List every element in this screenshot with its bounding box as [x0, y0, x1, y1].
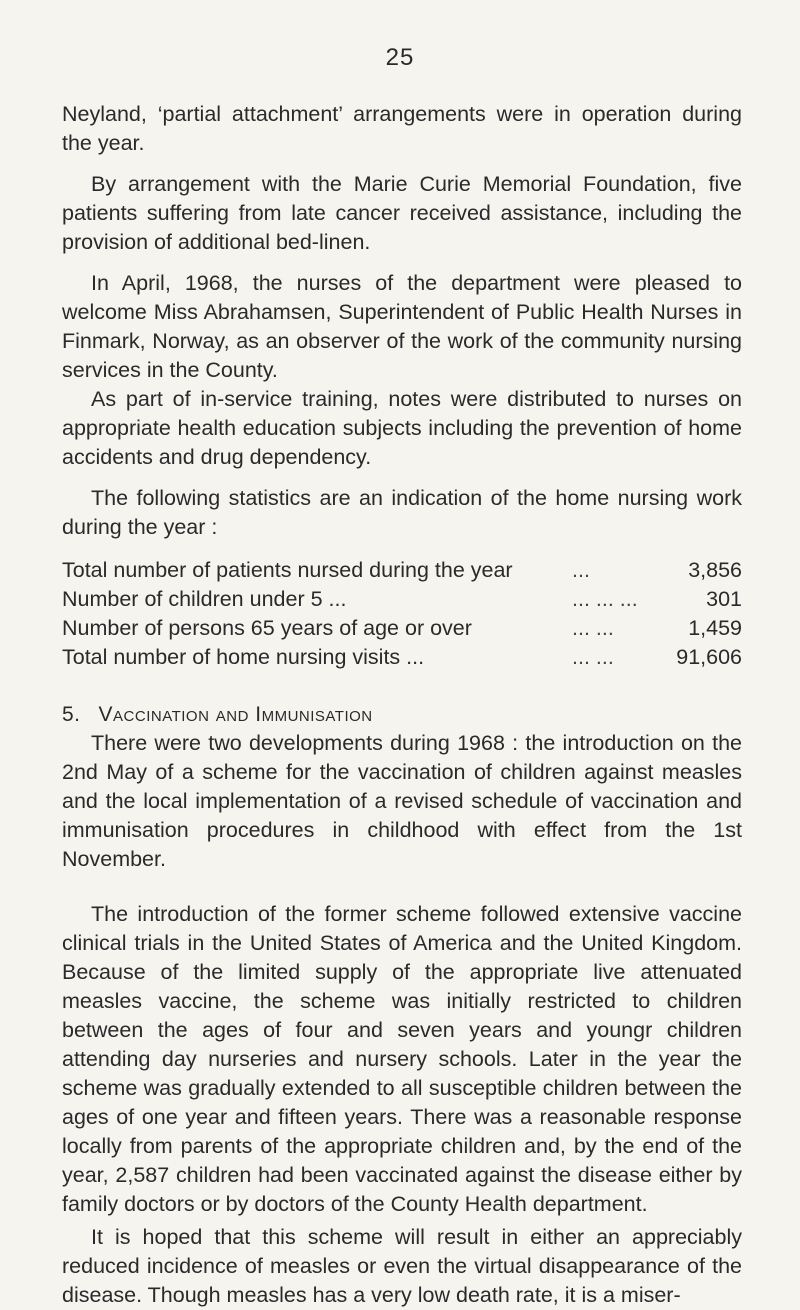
paragraph-hoped-result: It is hoped that this scheme will result in either an appreciably reduced incidence of measles or even the virtual disappearance of the disease. Though measles has a very low death rate, it is a miser-: [62, 1225, 742, 1307]
statistic-value: 3,856: [688, 558, 742, 582]
statistic-value: 91,606: [676, 645, 742, 669]
section-number: 5.: [62, 703, 81, 726]
paragraph-scheme-introduction: The introduction of the former scheme followed extensive vaccine clinical trials in the United States of America and the United Kingdom. Because of the limited supply of the appropriate live attenuated measles vaccine, the scheme was initially restricted to children between the ages of four and seven years and youngr children attending day nurseries and nursery schools. Later in the year the scheme was gradually extended to all susceptible children between the ages of one year and fifteen years. There was a reasonable response locally from parents of the appropriate children and, by the end of the year, 2,587 children had been vaccinated against the disease either by family doctors or by doctors of the County Health department.: [62, 902, 742, 1216]
page-body: [62, 100, 742, 1310]
statistic-label: Total number of home nursing visits ...: [62, 645, 425, 669]
paragraph-abrahamsen: In April, 1968, the nurses of the department were pleased to welcome Miss Abrahamsen, Superintendent of Public Health Nurses in Finmark, Norway, as an observer of the work of the community nursing services in the County.: [62, 271, 742, 382]
statistic-value: 1,459: [688, 616, 742, 640]
section-heading: [62, 700, 742, 729]
statistics-row: [62, 643, 742, 672]
leader-dots: ... ...: [572, 645, 614, 669]
statistic-label: Number of children under 5 ...: [62, 587, 347, 611]
section-title: Vaccination and Immunisation: [98, 703, 373, 726]
statistics-table: [62, 556, 742, 672]
statistic-label: Number of persons 65 years of age or over: [62, 616, 472, 640]
statistic-value: 301: [706, 587, 742, 611]
leader-dots: ...: [572, 558, 590, 582]
paragraph-training: As part of in-service training, notes were distributed to nurses on appropriate health education subjects including the prevention of home accidents and drug dependency.: [62, 387, 742, 469]
paragraph-marie-curie: By arrangement with the Marie Curie Memorial Foundation, five patients suffering from late cancer received assistance, including the provision of additional bed-linen.: [62, 172, 742, 254]
paragraph-developments: There were two developments during 1968 : the introduction on the 2nd May of a scheme for the vaccination of children against measles and the local implementation of a revised schedule of vaccination and immunisation procedures in childhood with effect from the 1st November.: [62, 731, 742, 871]
statistics-row: [62, 585, 742, 614]
statistic-label: Total number of patients nursed during the year: [62, 558, 513, 582]
paragraph-neyland: Neyland, ‘partial attachment’ arrangements were in operation during the year.: [62, 102, 742, 155]
leader-dots: ... ... ...: [572, 587, 638, 611]
statistics-row: [62, 614, 742, 643]
leader-dots: ... ...: [572, 616, 614, 640]
page-number: 25: [385, 44, 415, 71]
statistics-row: [62, 556, 742, 585]
paragraph-statistics-intro: The following statistics are an indication of the home nursing work during the year :: [62, 486, 742, 539]
